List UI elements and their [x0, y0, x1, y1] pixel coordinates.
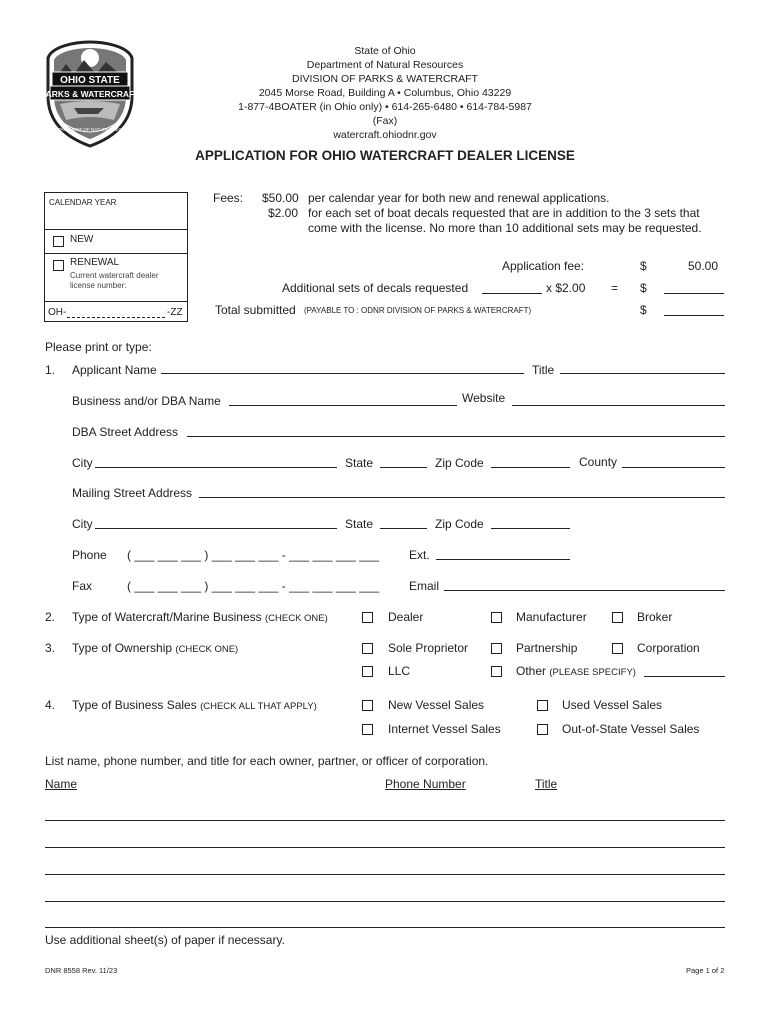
partnership-label: Partnership [516, 641, 578, 655]
form-title: APPLICATION FOR OHIO WATERCRAFT DEALER LICENSE [195, 148, 575, 163]
broker-checkbox[interactable] [612, 612, 623, 623]
dealer-checkbox[interactable] [362, 612, 373, 623]
current-license-label-2: license number: [70, 281, 127, 290]
dealer-label: Dealer [388, 610, 424, 624]
dba-street-input[interactable] [187, 436, 725, 437]
fees-label: Fees: [213, 191, 244, 205]
header-line: watercraft.ohiodnr.gov [333, 129, 437, 141]
email-label: Email [409, 579, 440, 593]
city-label: City [72, 456, 93, 470]
state-label: State [345, 456, 374, 470]
header-line: DIVISION OF PARKS & WATERCRAFT [292, 73, 478, 85]
zz-suffix: -ZZ [167, 307, 183, 318]
renewal-checkbox[interactable] [53, 260, 64, 271]
check-one-note: (CHECK ONE) [264, 613, 328, 624]
title-label: Title [532, 363, 555, 377]
city-label: City [72, 517, 93, 531]
section-1-number: 1. [45, 363, 56, 377]
dollar-sign: $ [640, 303, 647, 317]
total-submitted-input[interactable] [664, 315, 724, 316]
calendar-year-label: CALENDAR YEAR [49, 198, 117, 207]
state-label: State [345, 517, 374, 531]
title-input[interactable] [560, 373, 725, 374]
owner-row-input[interactable] [45, 901, 725, 902]
phone-column-header: Phone Number [385, 777, 466, 791]
renewal-label: RENEWAL [70, 257, 120, 268]
business-type-label [72, 610, 328, 624]
zip-label: Zip Code [435, 517, 484, 531]
broker-label: Broker [637, 610, 673, 624]
decals-total-input[interactable] [664, 293, 724, 294]
print-note: Please print or type: [45, 340, 152, 354]
mailing-zip-input[interactable] [491, 528, 570, 529]
other-text: Other [516, 664, 547, 678]
header-line: Department of Natural Resources [306, 59, 464, 71]
ext-label: Ext. [409, 548, 430, 562]
other-specify-input[interactable] [644, 676, 725, 677]
state-input[interactable] [380, 467, 427, 468]
zip-label: Zip Code [435, 456, 484, 470]
mailing-street-label: Mailing Street Address [72, 486, 193, 500]
times-two-dollars: x $2.00 [546, 281, 586, 295]
fax-input[interactable]: ( ___ ___ ___ ) ___ ___ ___ - ___ ___ ___ ___ [127, 579, 380, 593]
owner-row-input[interactable] [45, 874, 725, 875]
fax-label: Fax [72, 579, 93, 593]
logo-ring-text: OHIO DEPARTMENT OF NATURAL RESOURCES [38, 127, 142, 132]
please-specify-note: (PLEASE SPECIFY) [549, 667, 636, 678]
mailing-state-input[interactable] [380, 528, 427, 529]
section-3-number: 3. [45, 641, 56, 655]
zip-input[interactable] [491, 467, 570, 468]
email-input[interactable] [444, 590, 725, 591]
sales-type-text: Type of Business Sales [72, 698, 197, 712]
total-submitted-label: Total submitted [215, 303, 296, 317]
current-license-label: Current watercraft dealer [70, 271, 159, 280]
llc-checkbox[interactable] [362, 666, 373, 677]
logo-top-text: OHIO STATE [60, 75, 120, 86]
internet-vessel-sales-checkbox[interactable] [362, 724, 373, 735]
dollar-sign: $ [640, 259, 647, 273]
business-name-input[interactable] [229, 405, 457, 406]
mailing-city-input[interactable] [95, 528, 337, 529]
form-number: DNR 8558 Rev. 11/23 [45, 966, 118, 975]
website-input[interactable] [512, 405, 725, 406]
application-fee-label: Application fee: [502, 259, 585, 273]
section-4-number: 4. [45, 698, 56, 712]
corporation-label: Corporation [637, 641, 700, 655]
owner-row-input[interactable] [45, 820, 725, 821]
title-column-header: Title [535, 777, 558, 791]
used-vessel-sales-label: Used Vessel Sales [562, 698, 663, 712]
ext-input[interactable] [436, 559, 570, 560]
page-number: Page 1 of 2 [686, 966, 725, 975]
header-line: State of Ohio [354, 45, 416, 57]
sole-proprietor-checkbox[interactable] [362, 643, 373, 654]
additional-sheets-note: Use additional sheet(s) of paper if necessary. [45, 933, 285, 947]
additional-decals-label: Additional sets of decals requested [282, 281, 469, 295]
application-fee-value: 50.00 [688, 259, 719, 273]
city-input[interactable] [95, 467, 337, 468]
check-all-note: (CHECK ALL THAT APPLY) [200, 701, 317, 712]
oh-prefix: OH- [48, 307, 67, 318]
odnr-logo [38, 38, 142, 150]
new-checkbox[interactable] [53, 236, 64, 247]
section-2-number: 2. [45, 610, 56, 624]
check-one-note: (CHECK ONE) [175, 644, 239, 655]
county-input[interactable] [622, 467, 725, 468]
owner-row-input[interactable] [45, 927, 725, 928]
out-of-state-sales-label: Out-of-State Vessel Sales [562, 722, 700, 736]
ownership-type-label [72, 641, 238, 655]
sole-proprietor-label: Sole Proprietor [388, 641, 469, 655]
license-number-input[interactable] [67, 317, 165, 318]
fee-desc-2a: for each set of boat decals requested that are in addition to the 3 sets that [308, 206, 700, 220]
website-label: Website [462, 391, 506, 405]
agency-header [225, 44, 545, 142]
sales-type-label [72, 698, 317, 712]
internet-vessel-sales-label: Internet Vessel Sales [388, 722, 501, 736]
logo-main-text: PARKS & WATERCRAFT [40, 89, 140, 99]
name-column-header: Name [45, 777, 78, 791]
new-label: NEW [70, 234, 94, 245]
used-vessel-sales-checkbox[interactable] [537, 700, 548, 711]
header-line: 2045 Morse Road, Building A • Columbus, Ohio 43229 [258, 87, 512, 99]
new-vessel-sales-checkbox[interactable] [362, 700, 373, 711]
business-name-label: Business and/or DBA Name [72, 394, 221, 408]
corporation-checkbox[interactable] [612, 643, 623, 654]
additional-decals-input[interactable] [482, 293, 542, 294]
mailing-street-input[interactable] [199, 497, 725, 498]
ownership-type-text: Type of Ownership [72, 641, 173, 655]
equals-sign: = [611, 281, 619, 295]
county-label: County [579, 455, 618, 469]
dba-street-label: DBA Street Address [72, 425, 179, 439]
phone-input[interactable]: ( ___ ___ ___ ) ___ ___ ___ - ___ ___ ___ ___ [127, 548, 380, 562]
calendar-year-field[interactable] [45, 193, 187, 229]
manufacturer-label: Manufacturer [516, 610, 587, 624]
header-line: 1-877-4BOATER (in Ohio only) • 614-265-6480 • 614-784-5987 (Fax) [238, 101, 532, 127]
applicant-name-input[interactable] [161, 373, 524, 374]
phone-label: Phone [72, 548, 107, 562]
out-of-state-sales-checkbox[interactable] [537, 724, 548, 735]
fee-amount-1: $50.00 [262, 191, 299, 205]
fee-desc-1: per calendar year for both new and renewal applications. [308, 191, 610, 205]
payable-note: (PAYABLE TO : ODNR DIVISION OF PARKS & WATERCRAFT) [304, 306, 532, 315]
license-box [44, 192, 188, 322]
dollar-sign: $ [640, 281, 647, 295]
fee-desc-2b: come with the license. No more than 10 additional sets may be requested. [308, 221, 702, 235]
owners-instruction: List name, phone number, and title for each owner, partner, or officer of corporation. [45, 754, 489, 768]
other-checkbox[interactable] [491, 666, 502, 677]
owner-row-input[interactable] [45, 847, 725, 848]
other-label [516, 664, 636, 678]
business-type-text: Type of Watercraft/Marine Business [72, 610, 262, 624]
applicant-name-label: Applicant Name [72, 363, 157, 377]
llc-label: LLC [388, 664, 411, 678]
manufacturer-checkbox[interactable] [491, 612, 502, 623]
new-vessel-sales-label: New Vessel Sales [388, 698, 485, 712]
fee-amount-2: $2.00 [268, 206, 299, 220]
partnership-checkbox[interactable] [491, 643, 502, 654]
